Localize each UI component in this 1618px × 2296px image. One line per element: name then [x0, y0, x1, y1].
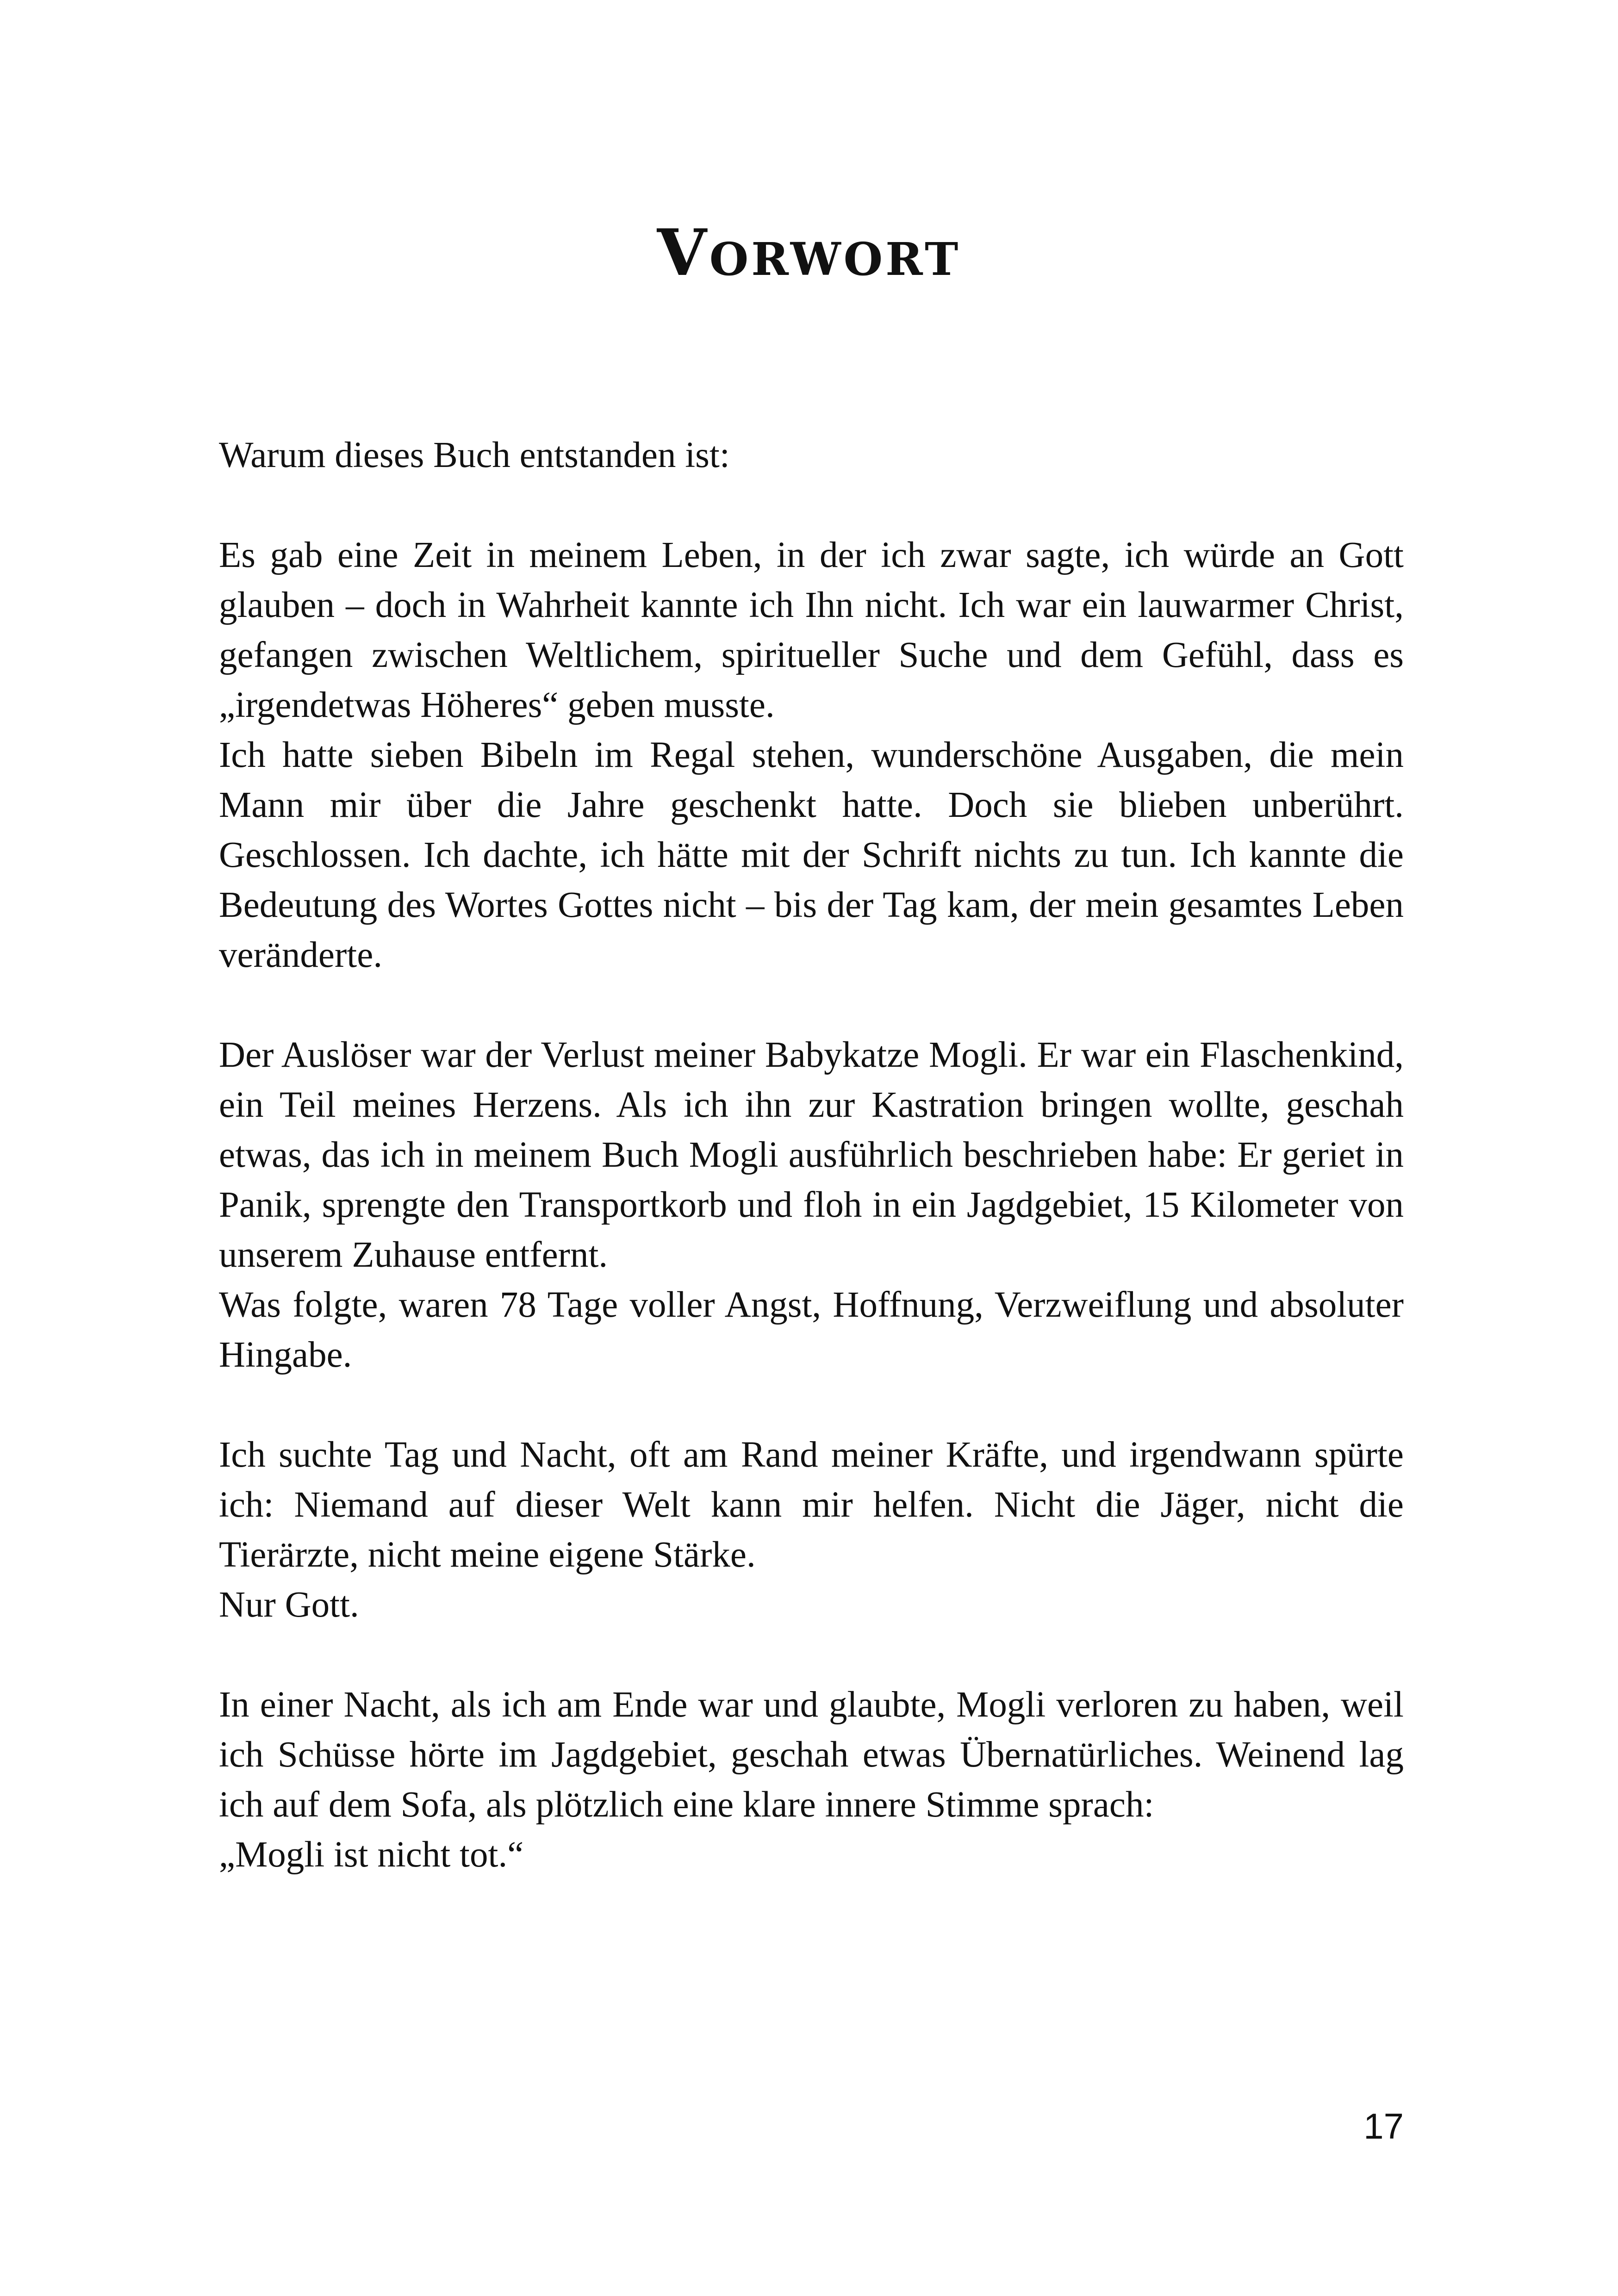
quote-line: „Mogli ist nicht tot.“	[219, 1835, 524, 1875]
paragraph: Ich suchte Tag und Nacht, oft am Rand meiner Kräfte, und irgendwann spürte ich: Niemand auf dieser Welt kann mir helfen. Nicht die Jäger, nicht die Tierärzte, nicht meine eigene Stärke.	[219, 1435, 1404, 1575]
paragraph-gap	[219, 1630, 1404, 1680]
paragraph-gap	[219, 980, 1404, 1030]
paragraph: Es gab eine Zeit in meinem Leben, in der ich zwar sagte, ich würde an Gott glauben – doch in Wahrheit kannte ich Ihn nicht. Ich war ein lauwarmer Christ, gefangen zwischen Weltlichem, spiritueller Suche und dem Gefühl, dass es „irgendetwas Höheres“ geben musste.	[219, 535, 1404, 725]
paragraph: In einer Nacht, als ich am Ende war und glaubte, Mogli verloren zu haben, weil ich Schüsse hörte im Jagdgebiet, geschah etwas Übernatürliches. Weinend lag ich auf dem Sofa, als plötzlich eine klare innere Stimme sprach:	[219, 1685, 1404, 1825]
paragraph: Was folgte, waren 78 Tage voller Angst, Hoffnung, Verzweiflung und absoluter Hingabe.	[219, 1285, 1404, 1375]
page-number: 17	[1363, 2106, 1404, 2147]
paragraph-gap	[219, 1380, 1404, 1430]
paragraph: Ich hatte sieben Bibeln im Regal stehen, wunderschöne Ausgaben, die mein Mann mir über die Jahre geschenkt hatte. Doch sie blieben unberührt. Geschlossen. Ich dachte, ich hätte mit der Schrift nichts zu tun. Ich kannte die Bedeutung des Wortes Gottes nicht – bis der Tag kam, der mein gesamtes Leben veränderte.	[219, 735, 1404, 975]
paragraph-gap	[219, 480, 1404, 530]
intro-line: Warum dieses Buch entstanden ist:	[219, 435, 730, 475]
paragraph: Nur Gott.	[219, 1585, 359, 1625]
paragraph: Der Auslöser war der Verlust meiner Babykatze Mogli. Er war ein Flaschenkind, ein Teil meines Herzens. Als ich ihn zur Kastration bringen wollte, geschah etwas, das ich in meinem Buch Mogli ausführlich beschrieben habe: Er geriet in Panik, sprengte den Transportkorb und floh in ein Jagdgebiet, 15 Kilometer von unserem Zuhause entfernt.	[219, 1035, 1404, 1275]
chapter-title: Vorwort	[657, 215, 961, 290]
body-text	[219, 430, 1404, 1880]
